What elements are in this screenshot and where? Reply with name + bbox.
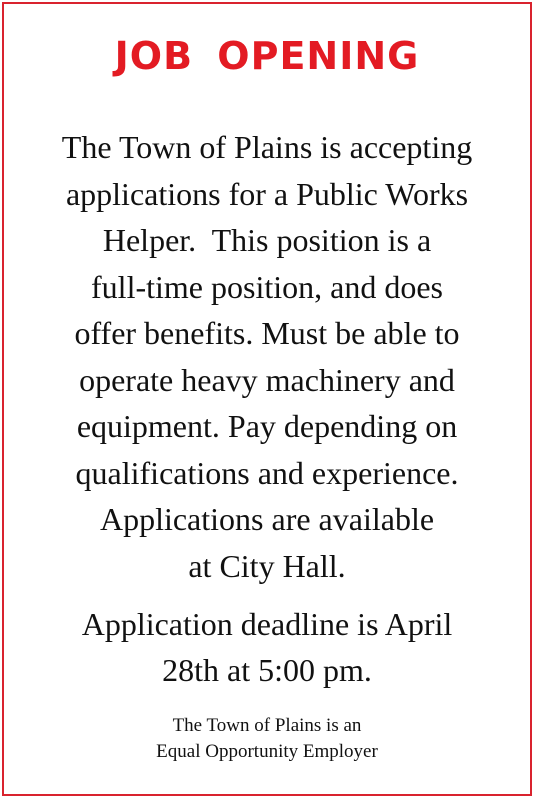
application-deadline [4,601,530,693]
deadline-line: Application deadline is April [81,606,453,642]
description-line: Helper. This position is a [102,222,432,258]
equal-opportunity-statement [4,713,530,765]
eoe-line: Equal Opportunity Employer [156,741,378,762]
job-ad-frame [2,2,532,796]
job-description [4,124,530,589]
description-line: at City Hall. [188,547,346,584]
description-line: qualifications and experience. [75,454,459,491]
description-line: equipment. Pay depending on [76,408,458,444]
headline: JOB OPENING [114,34,420,78]
description-line: operate heavy machinery and [79,361,455,398]
description-line: full-time position, and does [91,268,443,305]
description-line: offer benefits. Must be able to [74,315,460,351]
description-line: Applications are available [99,501,435,537]
eoe-line: The Town of Plains is an [172,715,362,736]
description-line: The Town of Plains is accepting [61,129,473,165]
deadline-line: 28th at 5:00 pm. [162,652,372,688]
description-line: applications for a Public Works [65,175,469,212]
